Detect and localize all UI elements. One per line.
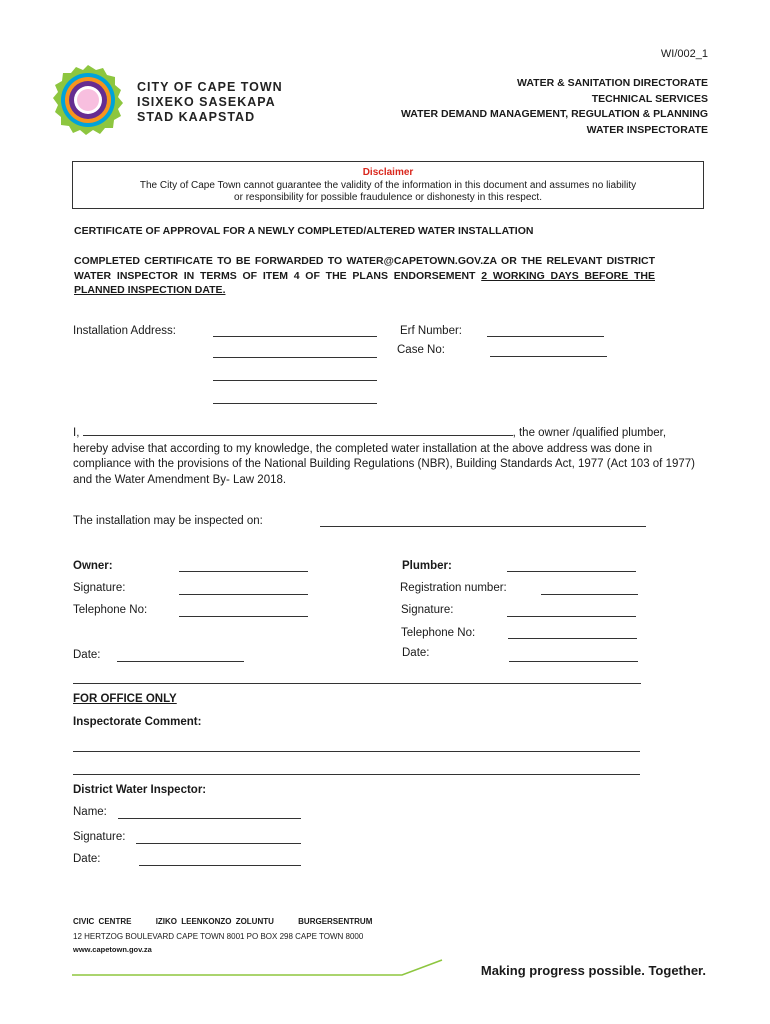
directorate-header xyxy=(401,76,708,138)
owner-telephone-field[interactable] xyxy=(179,616,308,617)
disclaimer-heading: Disclaimer xyxy=(362,167,414,178)
forwarding-deadline: 2 WORKING DAYS BEFORE THE PLANNED INSPECTION DATE. xyxy=(74,269,655,296)
erf-number-field[interactable] xyxy=(487,336,604,337)
plumber-date-label: Date: xyxy=(402,647,430,659)
declaration-text: , the owner /qualified plumber, hereby advise that according to my knowledge, the completed water installation at the above address was done in compliance with the provisions of the National Building Regulations (NBR), Building Standards Act, 1977 (Act 103 of 1977) and the Water Amendment By- Law 2018. xyxy=(73,427,695,486)
inspector-date-field[interactable] xyxy=(139,865,301,866)
inspector-signature-label: Signature: xyxy=(73,831,126,843)
document-reference: WI/002_1 xyxy=(660,48,708,60)
section-divider xyxy=(73,683,641,684)
directorate-line1: WATER & SANITATION DIRECTORATE xyxy=(517,77,708,89)
declaration-start: I, xyxy=(73,427,80,439)
plumber-signature-field[interactable] xyxy=(507,616,636,617)
comment-line-2-field[interactable] xyxy=(73,774,640,775)
footer-address: 12 HERTZOG BOULEVARD CAPE TOWN 8001 PO BOX 298 CAPE TOWN 8000 xyxy=(73,932,364,941)
green-swoosh-icon xyxy=(72,950,452,978)
address-line-3-field[interactable] xyxy=(213,380,377,381)
footer-civic-centre: CIVIC CENTRE xyxy=(73,917,132,926)
city-name-line2: ISIXEKO SASEKAPA xyxy=(137,95,276,109)
city-name-line1: CITY OF CAPE TOWN xyxy=(137,80,283,94)
inspector-date-label: Date: xyxy=(73,853,101,865)
directorate-line2: TECHNICAL SERVICES xyxy=(591,92,708,105)
owner-date-label: Date: xyxy=(73,649,101,661)
slogan: Making progress possible. Together. xyxy=(480,963,706,978)
city-name xyxy=(137,80,283,125)
owner-signature-label: Signature: xyxy=(73,582,126,594)
owner-date-field[interactable] xyxy=(117,661,244,662)
comment-line-1-field[interactable] xyxy=(73,751,640,752)
city-name-line3: STAD KAAPSTAD xyxy=(137,110,256,124)
declarant-name-field[interactable] xyxy=(83,425,513,436)
plumber-registration-label: Registration number: xyxy=(400,582,507,594)
inspection-date-label: The installation may be inspected on: xyxy=(73,515,263,527)
footer-building-names xyxy=(73,917,392,926)
declaration-paragraph xyxy=(73,425,698,488)
directorate-line3: WATER DEMAND MANAGEMENT, REGULATION & PLANNING xyxy=(400,108,708,120)
address-line-1-field[interactable] xyxy=(213,336,377,337)
plumber-signature-label: Signature: xyxy=(401,604,454,616)
plumber-heading: Plumber: xyxy=(402,560,452,572)
footer-burgersentrum: BURGERSENTRUM xyxy=(298,917,373,926)
inspector-signature-field[interactable] xyxy=(136,843,301,844)
disclaimer-line1: The City of Cape Town cannot guarantee the validity of the information in this document and assumes no liability xyxy=(139,179,637,191)
inspectorate-comment-label: Inspectorate Comment: xyxy=(73,716,202,728)
plumber-telephone-label: Telephone No: xyxy=(401,627,476,639)
plumber-telephone-field[interactable] xyxy=(508,638,637,639)
address-line-4-field[interactable] xyxy=(213,403,377,404)
office-only-heading: FOR OFFICE ONLY xyxy=(73,693,177,705)
installation-address-label: Installation Address: xyxy=(73,325,176,337)
district-inspector-heading: District Water Inspector: xyxy=(73,784,207,796)
forwarding-text: COMPLETED CERTIFICATE TO BE FORWARDED TO WATER@CAPETOWN.GOV.ZA OR THE RELEVANT DISTRICT WATER INSPECTOR IN TERMS OF ITEM 4 OF THE PLANS ENDORSEMENT xyxy=(74,255,655,282)
forwarding-instruction xyxy=(74,254,655,298)
footer-iziko: IZIKO LEENKONZO ZOLUNTU xyxy=(155,917,274,926)
plumber-registration-field[interactable] xyxy=(541,594,638,595)
erf-number-label: Erf Number: xyxy=(400,325,462,337)
certificate-title: CERTIFICATE OF APPROVAL FOR A NEWLY COMPLETED/ALTERED WATER INSTALLATION xyxy=(74,225,534,237)
inspector-name-label: Name: xyxy=(73,806,107,818)
city-logo-icon xyxy=(52,64,124,136)
inspector-name-field[interactable] xyxy=(118,818,301,819)
disclaimer-box xyxy=(72,161,704,209)
disclaimer-line2: or responsibility for possible fraudulence or dishonesty in this respect. xyxy=(234,192,542,203)
case-no-field[interactable] xyxy=(490,356,607,357)
address-line-2-field[interactable] xyxy=(213,357,377,358)
plumber-name-field[interactable] xyxy=(507,571,636,572)
owner-name-field[interactable] xyxy=(179,571,308,572)
directorate-line4: WATER INSPECTORATE xyxy=(586,123,708,136)
owner-telephone-label: Telephone No: xyxy=(73,604,148,616)
owner-heading: Owner: xyxy=(73,560,113,572)
plumber-date-field[interactable] xyxy=(509,661,638,662)
footer-website-link[interactable]: www.capetown.gov.za xyxy=(73,945,152,954)
owner-signature-field[interactable] xyxy=(179,594,308,595)
inspection-date-field[interactable] xyxy=(320,526,646,527)
case-no-label: Case No: xyxy=(397,344,445,356)
